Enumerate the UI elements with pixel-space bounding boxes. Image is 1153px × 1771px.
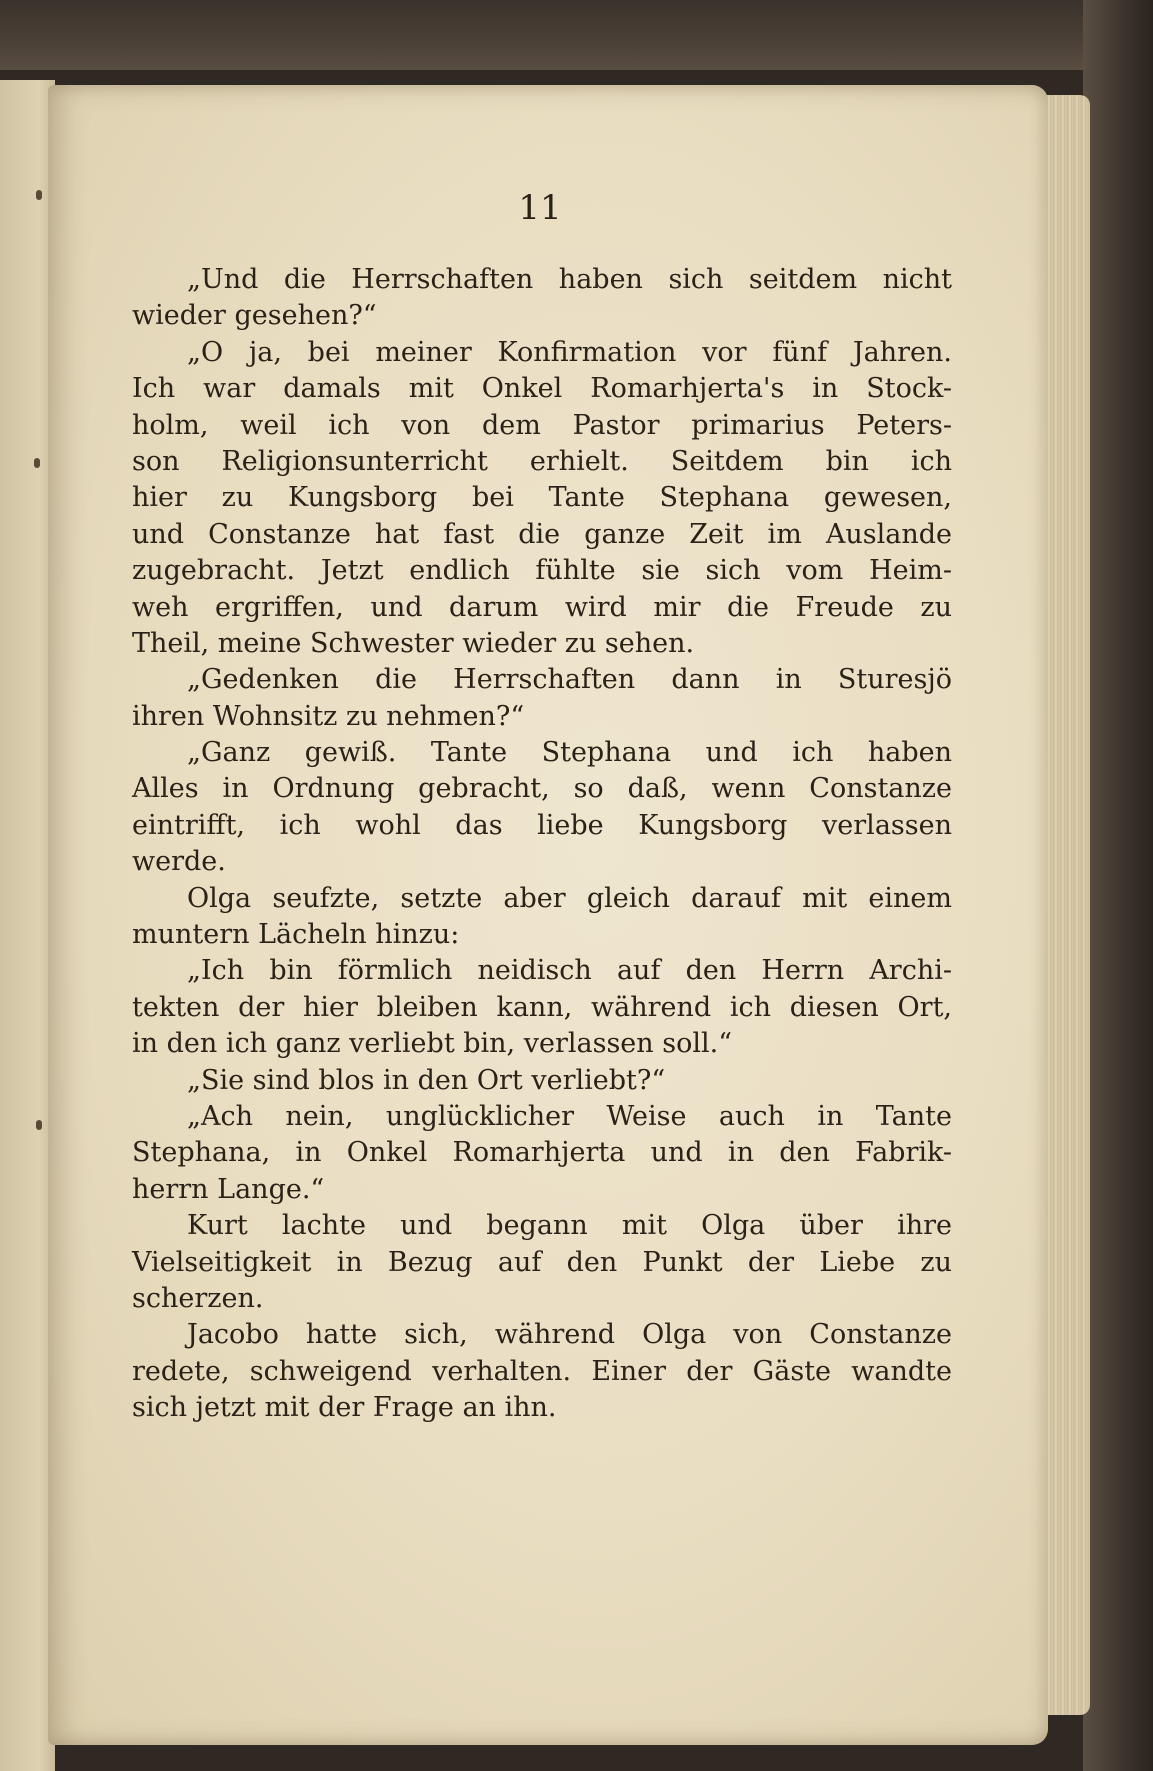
text-line: hier zu Kungsborg bei Tante Stephana gewesen, [132,482,952,514]
text-line: „Und die Herrschaften haben sich seitdem nicht [187,264,952,295]
text-line: Kurt lachte und begann mit Olga über ihre [187,1210,952,1242]
text-line: „Sie sind blos in den Ort verliebt?“ [187,1064,666,1096]
text-line: „Ganz gewiß. Tante Stephana und ich haben [187,737,952,769]
text-line: Ich war damals mit Onkel Romarhjerta's in Stock- [132,373,952,405]
book-gutter [0,80,55,1771]
text-line: in den ich ganz verliebt bin, verlassen soll.“ [132,1028,733,1060]
margin-speck [36,1120,42,1130]
text-line: „Ich bin förmlich neidisch auf den Herrn Archi- [187,955,952,987]
text-line: Alles in Ordnung gebracht, so daß, wenn Constanze [132,773,952,805]
text-line: holm, weil ich von dem Pastor primarius Peters- [132,409,952,441]
text-line: weh ergriffen, und darum wird mir die Freude zu [132,591,952,623]
text-line: wieder gesehen?“ [132,300,377,332]
text-line: „O ja, bei meiner Konfirmation vor fünf Jahren. [187,336,952,368]
page-number: 11 [518,188,562,228]
text-line: und Constanze hat fast die ganze Zeit im Auslande [132,518,952,550]
text-line: herrn Lange.“ [132,1173,325,1205]
text-line: zugebracht. Jetzt endlich fühlte sie sich vom Heim- [132,555,952,587]
text-line: muntern Lächeln hinzu: [132,919,460,951]
text-line: Stephana, in Onkel Romarhjerta und in den Fabrik- [132,1137,952,1169]
text-line: ihren Wohnsitz zu nehmen?“ [132,700,525,732]
book-cover-top [0,0,1153,70]
text-line: Theil, meine Schwester wieder zu sehen. [132,627,695,659]
text-line: „Gedenken die Herrschaften dann in Sturesjö [187,664,952,696]
text-line: werde. [132,846,226,878]
text-line: son Religionsunterricht erhielt. Seitdem bin ich [132,445,952,477]
text-line: Olga seufzte, setzte aber gleich darauf mit einem [187,882,952,914]
text-line: sich jetzt mit der Frage an ihn. [132,1392,557,1424]
margin-speck [34,458,40,468]
text-line: Vielseitigkeit in Bezug auf den Punkt der Liebe zu [132,1246,952,1278]
text-line: scherzen. [132,1282,264,1314]
text-line: „Ach nein, unglücklicher Weise auch in Tante [187,1100,952,1132]
book-cover-right [1083,0,1153,1771]
text-line: eintrifft, ich wohl das liebe Kungsborg verlassen [132,809,952,841]
text-line: redete, schweigend verhalten. Einer der Gäste wandte [132,1355,952,1387]
body-text [132,262,952,1427]
text-line: tekten der hier bleiben kann, während ich diesen Ort, [132,991,952,1023]
text-line: Jacobo hatte sich, während Olga von Constanze [187,1319,952,1351]
